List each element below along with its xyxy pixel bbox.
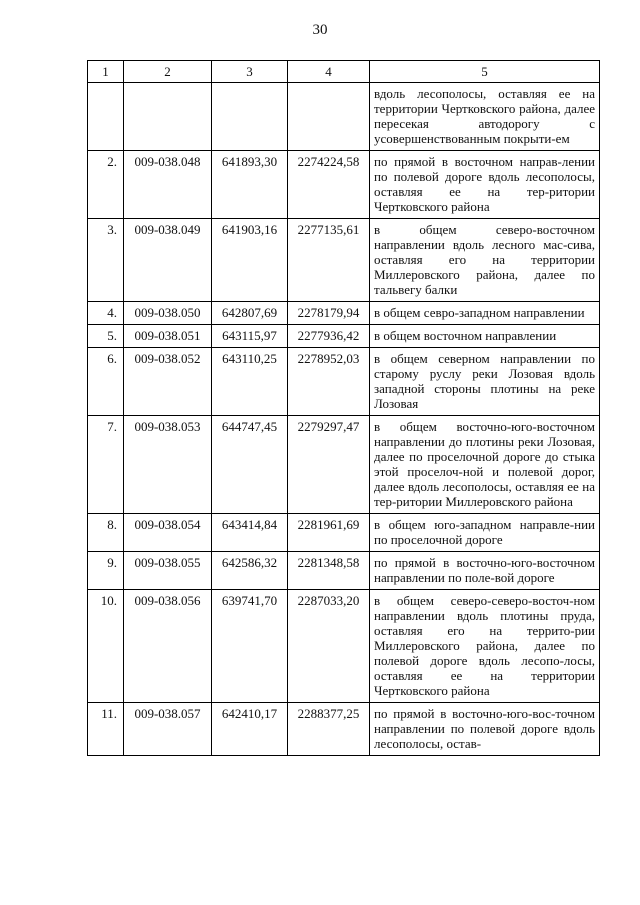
x-coordinate: 643414,84 <box>212 514 288 552</box>
column-header: 5 <box>370 61 600 83</box>
table-row <box>88 703 600 756</box>
point-code: 009-038.052 <box>124 348 212 416</box>
row-number: 3. <box>88 219 124 302</box>
row-number <box>88 83 124 151</box>
table-row <box>88 514 600 552</box>
y-coordinate: 2274224,58 <box>288 151 370 219</box>
point-code: 009-038.054 <box>124 514 212 552</box>
boundary-description: по прямой в восточно-юго-вос-точном направлении по полевой дороге вдоль лесополосы, остав- <box>370 703 600 756</box>
x-coordinate: 642586,32 <box>212 552 288 590</box>
point-code: 009-038.049 <box>124 219 212 302</box>
x-coordinate: 643110,25 <box>212 348 288 416</box>
y-coordinate: 2278179,94 <box>288 302 370 325</box>
boundary-description: вдоль лесополосы, оставляя ее на территории Чертковского района, далее пересекая автодорогу с усовершенствованным покрыти-ем <box>370 83 600 151</box>
table-row <box>88 219 600 302</box>
table-row <box>88 552 600 590</box>
point-code: 009-038.053 <box>124 416 212 514</box>
row-number: 9. <box>88 552 124 590</box>
boundary-description: в общем северо-северо-восточ-ном направлении вдоль плотины пруда, оставляя его на террито-рии Миллеровского района, далее по полевой дороге вдоль лесопо-лосы, оставляя ее на территории Чертковского района <box>370 590 600 703</box>
column-header: 2 <box>124 61 212 83</box>
row-number: 8. <box>88 514 124 552</box>
boundary-description: по прямой в восточно-юго-восточном направлении по поле-вой дороге <box>370 552 600 590</box>
boundary-description: в общем севро-западном направлении <box>370 302 600 325</box>
point-code: 009-038.050 <box>124 302 212 325</box>
point-code: 009-038.048 <box>124 151 212 219</box>
point-code <box>124 83 212 151</box>
point-code: 009-038.057 <box>124 703 212 756</box>
row-number: 4. <box>88 302 124 325</box>
point-code: 009-038.056 <box>124 590 212 703</box>
point-code: 009-038.055 <box>124 552 212 590</box>
table-row <box>88 151 600 219</box>
row-number: 10. <box>88 590 124 703</box>
y-coordinate: 2287033,20 <box>288 590 370 703</box>
x-coordinate: 643115,97 <box>212 325 288 348</box>
x-coordinate <box>212 83 288 151</box>
y-coordinate: 2278952,03 <box>288 348 370 416</box>
table-row <box>88 325 600 348</box>
column-header: 3 <box>212 61 288 83</box>
y-coordinate <box>288 83 370 151</box>
row-number: 6. <box>88 348 124 416</box>
table-header-row <box>88 61 600 83</box>
table-row <box>88 348 600 416</box>
x-coordinate: 642410,17 <box>212 703 288 756</box>
y-coordinate: 2281961,69 <box>288 514 370 552</box>
column-header: 1 <box>88 61 124 83</box>
y-coordinate: 2277135,61 <box>288 219 370 302</box>
x-coordinate: 641893,30 <box>212 151 288 219</box>
point-code: 009-038.051 <box>124 325 212 348</box>
page-number: 30 <box>312 22 328 38</box>
row-number: 7. <box>88 416 124 514</box>
row-number: 11. <box>88 703 124 756</box>
boundary-description: в общем восточном направлении <box>370 325 600 348</box>
boundary-description: в общем северо-восточном направлении вдоль лесного мас-сива, оставляя его на территории Миллеровского района, далее по тальвегу балки <box>370 219 600 302</box>
x-coordinate: 641903,16 <box>212 219 288 302</box>
y-coordinate: 2279297,47 <box>288 416 370 514</box>
boundary-description: в общем юго-западном направле-нии по проселочной дороге <box>370 514 600 552</box>
row-number: 5. <box>88 325 124 348</box>
boundary-description: в общем северном направлении по старому руслу реки Лозовая вдоль западной стороны плотины на реке Лозовая <box>370 348 600 416</box>
boundary-coordinates-table <box>87 60 600 756</box>
table-row <box>88 416 600 514</box>
column-header: 4 <box>288 61 370 83</box>
y-coordinate: 2288377,25 <box>288 703 370 756</box>
y-coordinate: 2281348,58 <box>288 552 370 590</box>
x-coordinate: 644747,45 <box>212 416 288 514</box>
table-row <box>88 590 600 703</box>
table-body <box>88 83 600 756</box>
table-row <box>88 302 600 325</box>
table-row <box>88 83 600 151</box>
boundary-description: по прямой в восточном направ-лении по полевой дороге вдоль лесополосы, оставляя ее на тер-ритории Чертковского района <box>370 151 600 219</box>
x-coordinate: 639741,70 <box>212 590 288 703</box>
x-coordinate: 642807,69 <box>212 302 288 325</box>
y-coordinate: 2277936,42 <box>288 325 370 348</box>
boundary-description: в общем восточно-юго-восточном направлении до плотины реки Лозовая, далее по проселочной дороге до стыка этой проселоч-ной и полевой дорог, далее вдоль лесополосы, оставляя ее на тер-ритории Миллеровского района <box>370 416 600 514</box>
row-number: 2. <box>88 151 124 219</box>
